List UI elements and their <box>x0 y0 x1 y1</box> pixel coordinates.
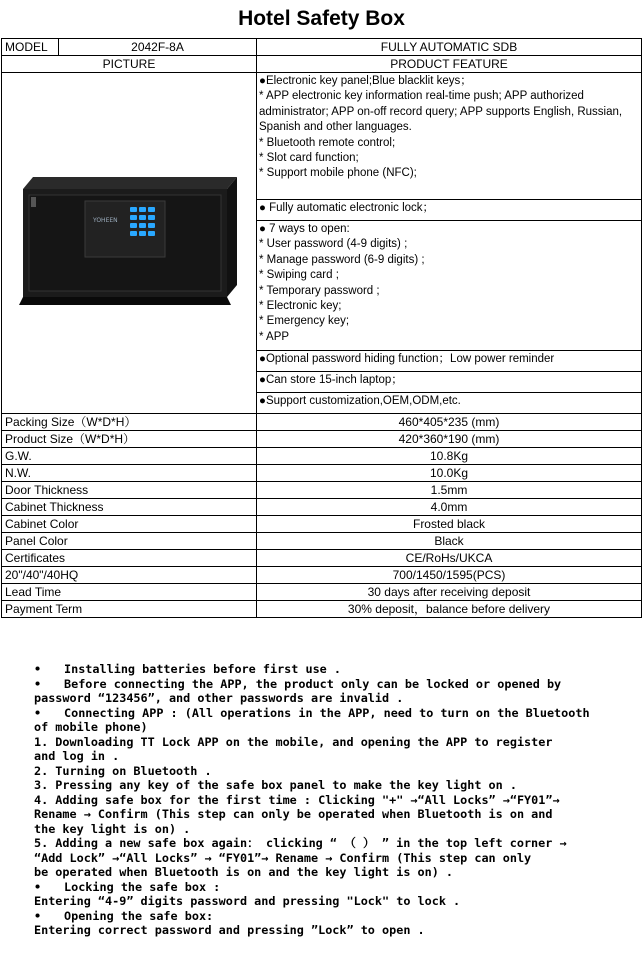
spec-row: Door Thickness 1.5mm <box>2 482 642 499</box>
spec-row: Cabinet Color Frosted black <box>2 516 642 533</box>
feature-group-3: ● 7 ways to open: * User password (4-9 digits) ; * Manage password (6-9 digits) ; * Swiping card ; * Temporary password ; * Electronic key; * Emergency key; * APP <box>257 221 642 351</box>
feature-row-1 <box>2 73 642 200</box>
page-title: Hotel Safety Box <box>238 7 405 30</box>
instruction-line: • Installing batteries before first use . <box>34 662 341 676</box>
spec-row: Payment Term 30% deposit，balance before delivery <box>2 601 642 618</box>
instruction-line: password “123456”, and other passwords are invalid . <box>34 691 404 705</box>
safe-brand: YOHEEN <box>93 216 118 224</box>
feature-group-4: ●Optional password hiding function；Low power reminder <box>257 351 642 372</box>
safe-box-image <box>5 167 255 317</box>
model-row <box>2 39 642 56</box>
instruction-line: • Opening the safe box: <box>34 908 214 923</box>
model-type: FULLY AUTOMATIC SDB <box>257 39 642 56</box>
step-line: the key light is on) . <box>34 821 191 836</box>
step-line: 2. Turning on Bluetooth . <box>34 763 212 778</box>
spec-table <box>1 38 642 618</box>
instruction-line: • Locking the safe box : <box>34 879 221 894</box>
step-line: “Add Lock” →“All Locks” → “FY01”→ Rename → Confirm (This step can only <box>34 850 532 865</box>
step-line: 1. Downloading TT Lock APP on the mobile, and opening the APP to register <box>34 734 553 749</box>
model-label: MODEL <box>2 39 59 56</box>
instruction-line: Entering “4-9” digits password and pressing "Lock" to lock . <box>34 894 461 908</box>
spec-row: 20"/40"/40HQ 700/1450/1595(PCS) <box>2 567 642 584</box>
step-line: be operated when Bluetooth is on and the key light is on) . <box>34 865 454 879</box>
instruction-line: Entering correct password and pressing ”Lock” to open . <box>34 923 425 937</box>
instruction-line: of mobile phone) <box>34 720 148 734</box>
picture-header: PICTURE <box>2 56 257 73</box>
feature-group-2: ● Fully automatic electronic lock； <box>257 200 642 221</box>
product-picture <box>2 73 257 414</box>
model-value: 2042F-8A <box>59 39 257 56</box>
feature-header: PRODUCT FEATURE <box>257 56 642 73</box>
step-line: 5. Adding a new safe box again： clicking “ （ ） ” in the top left corner → <box>34 836 567 850</box>
feature-group-6: ●Support customization,OEM,ODM,etc. <box>257 393 642 414</box>
feature-group-5: ●Can store 15-inch laptop； <box>257 372 642 393</box>
subheader-row <box>2 56 642 73</box>
step-line: and log in . <box>34 749 120 763</box>
spec-row: G.W. 10.8Kg <box>2 448 642 465</box>
step-line: Rename → Confirm (This step can only be operated when Bluetooth is on and <box>34 807 553 821</box>
feature-group-1: ●Electronic key panel;Blue blacklit keys； * APP electronic key information real-time push; APP authorized administrator; APP on-off record query; APP supports English, Russian, Spanish and other languages. * Bluetooth remote control; * Slot card function; * Support mobile phone (NFC); <box>257 73 642 200</box>
spec-row: Packing Size（W*D*H） 460*405*235 (mm) <box>2 414 642 431</box>
spec-row: Lead Time 30 days after receiving deposit <box>2 584 642 601</box>
spec-row: Product Size（W*D*H） 420*360*190 (mm) <box>2 431 642 448</box>
spec-row: N.W. 10.0Kg <box>2 465 642 482</box>
instruction-line: • Before connecting the APP, the product only can be locked or opened by <box>34 676 562 691</box>
step-line: 3. Pressing any key of the safe box panel to make the key light on . <box>34 778 517 792</box>
spec-row: Certificates CE/RoHs/UKCA <box>2 550 642 567</box>
spec-row: Panel Color Black <box>2 533 642 550</box>
step-line: 4. Adding safe box for the first time : Clicking "+" →“All Locks” →“FY01”→ <box>34 792 560 807</box>
spec-row: Cabinet Thickness 4.0mm <box>2 499 642 516</box>
instruction-line: • Connecting APP : (All operations in the APP, need to turn on the Bluetooth <box>34 705 590 720</box>
instructions <box>34 662 614 938</box>
